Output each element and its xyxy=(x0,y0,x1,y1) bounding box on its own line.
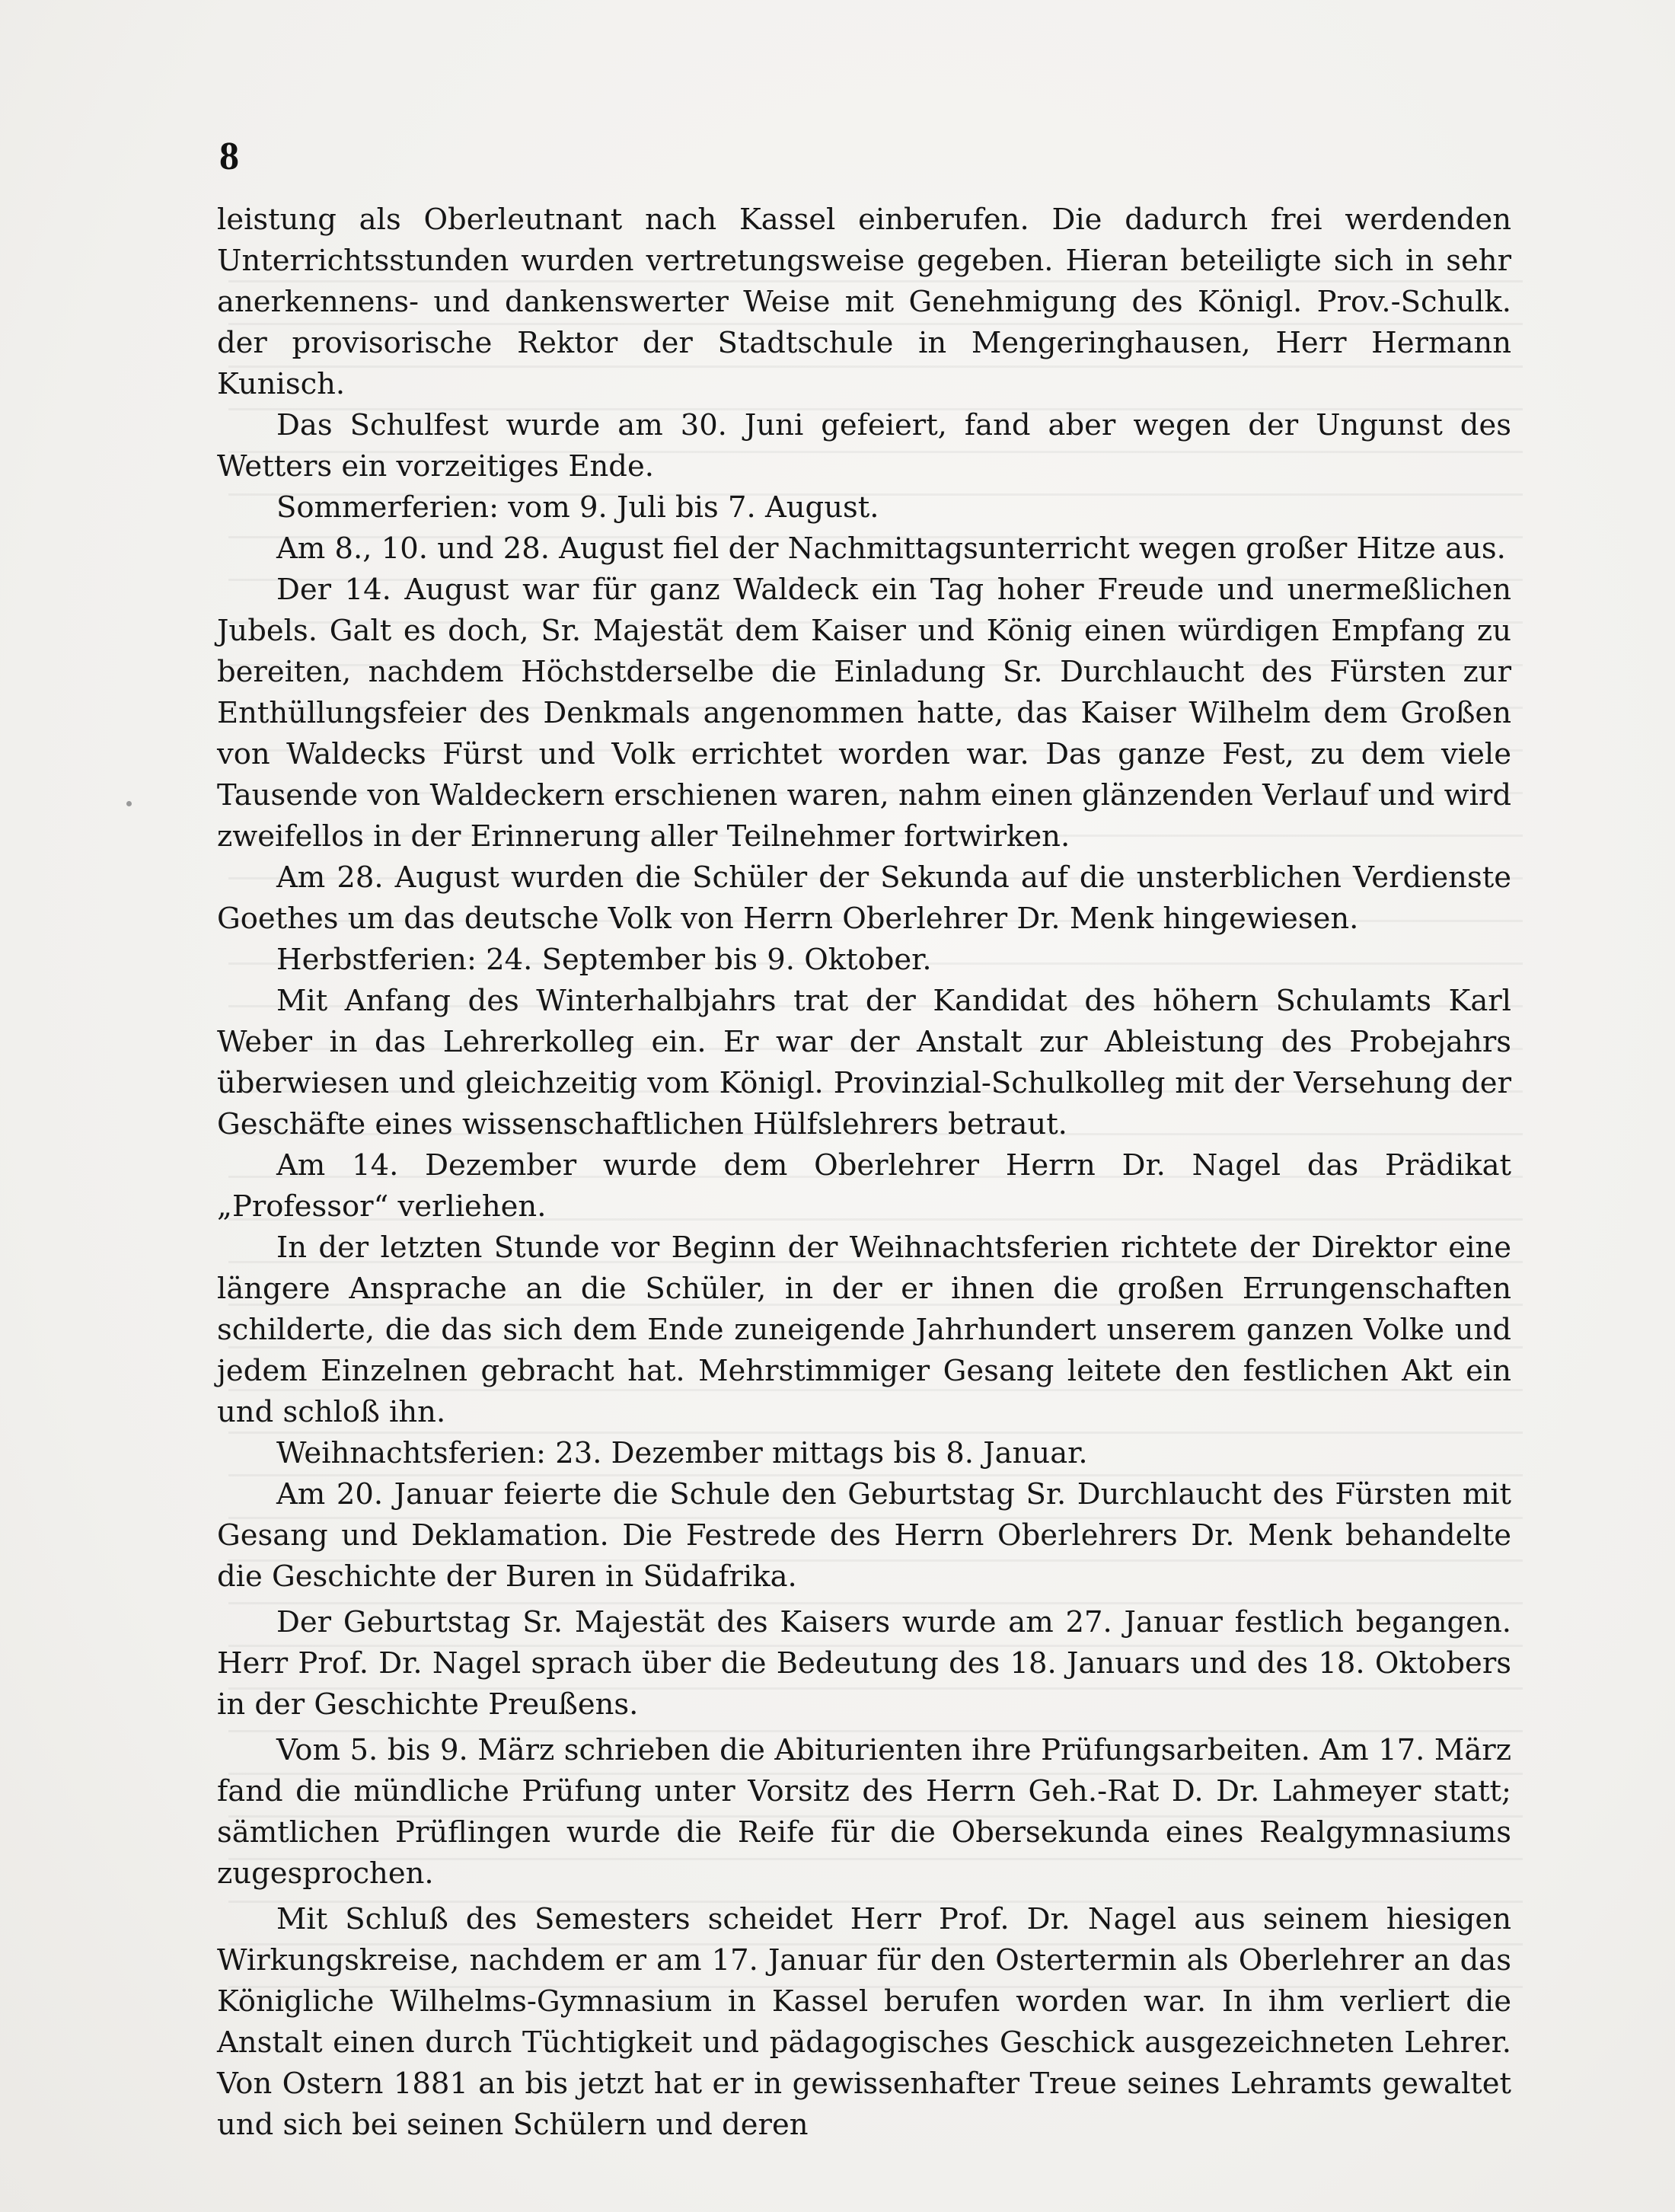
paragraph-9: Am 14. Dezember wurde dem Oberlehrer Herrn Dr. Nagel das Prädikat „Professor“ verliehen. xyxy=(217,1148,1511,1224)
paragraph-13: Der Geburtstag Sr. Majestät des Kaisers wurde am 27. Januar festlich begangen. Herr Prof. Dr. Nagel sprach über die Bedeutung des 18. Januars und des 18. Oktobers in der Geschichte Preußens. xyxy=(217,1605,1511,1722)
paragraph-6: Am 28. August wurden die Schüler der Sekunda auf die unsterblichen Verdienste Goethes um das deutsche Volk von Herrn Oberlehrer Dr. Menk hingewiesen. xyxy=(217,860,1511,936)
paragraph-4: Am 8., 10. und 28. August fiel der Nachmittagsunterricht wegen großer Hitze aus. xyxy=(276,531,1506,566)
paragraph-3: Sommerferien: vom 9. Juli bis 7. August. xyxy=(276,490,879,525)
paragraph-14: Vom 5. bis 9. März schrieben die Abiturienten ihre Prüfungsarbeiten. Am 17. März fand die mündliche Prüfung unter Vorsitz des Herrn Geh.-Rat D. Dr. Lahmeyer statt; sämtlichen Prüflingen wurde die Reife für die Obersekunda eines Realgymnasiums zugesprochen. xyxy=(217,1733,1511,1891)
body-text xyxy=(217,199,1511,2146)
paragraph-8: Mit Anfang des Winterhalbjahrs trat der Kandidat des höhern Schulamts Karl Weber in das Lehrerkolleg ein. Er war der Anstalt zur Ableistung des Probejahrs überwiesen und gleichzeitig vom Königl. Provinzial-Schulkolleg mit der Versehung der Geschäfte eines wissenschaftlichen Hülfslehrers betraut. xyxy=(217,984,1511,1141)
paragraph-7: Herbstferien: 24. September bis 9. Oktober. xyxy=(276,943,932,977)
paragraph-11: Weihnachtsferien: 23. Dezember mittags bis 8. Januar. xyxy=(276,1436,1088,1470)
page-number: 8 xyxy=(219,135,239,178)
paragraph-12: Am 20. Januar feierte die Schule den Geburtstag Sr. Durchlaucht des Fürsten mit Gesang und Deklamation. Die Festrede des Herrn Oberlehrers Dr. Menk behandelte die Geschichte der Buren in Südafrika. xyxy=(217,1477,1511,1594)
paragraph-2: Das Schulfest wurde am 30. Juni gefeiert, fand aber wegen der Ungunst des Wetters ein vorzeitiges Ende. xyxy=(217,408,1511,484)
paragraph-5: Der 14. August war für ganz Waldeck ein Tag hoher Freude und unermeßlichen Jubels. Galt es doch, Sr. Majestät dem Kaiser und König einen würdigen Empfang zu bereiten, nachdem Höchstderselbe die Einladung Sr. Durchlaucht des Fürsten zur Enthüllungsfeier des Denkmals angenommen hatte, das Kaiser Wilhelm dem Großen von Waldecks Fürst und Volk errichtet worden war. Das ganze Fest, zu dem viele Tausende von Waldeckern erschienen waren, nahm einen glänzenden Verlauf und wird zweifellos in der Erinnerung aller Teilnehmer fortwirken. xyxy=(217,573,1511,854)
paragraph-1: leistung als Oberleutnant nach Kassel einberufen. Die dadurch frei werdenden Unterrichtsstunden wurden vertretungsweise gegeben. Hieran beteiligte sich in sehr anerkennens- und dankenswerter Weise mit Genehmigung des Königl. Prov.-Schulk. der provisorische Rektor der Stadtschule in Mengeringhausen, Herr Hermann Kunisch. xyxy=(217,203,1511,401)
paper-speck xyxy=(126,801,132,806)
paragraph-10: In der letzten Stunde vor Beginn der Weihnachtsferien richtete der Direktor eine längere Ansprache an die Schüler, in der er ihnen die großen Errungenschaften schilderte, die das sich dem Ende zuneigende Jahrhundert unserem ganzen Volke und jedem Einzelnen gebracht hat. Mehrstimmiger Gesang leitete den festlichen Akt ein und schloß ihn. xyxy=(217,1230,1511,1429)
paragraph-15: Mit Schluß des Semesters scheidet Herr Prof. Dr. Nagel aus seinem hiesigen Wirkungskreise, nachdem er am 17. Januar für den Ostertermin als Oberlehrer an das Königliche Wilhelms-Gymnasium in Kassel berufen worden war. In ihm verliert die Anstalt einen durch Tüchtigkeit und pädagogisches Geschick ausgezeichneten Lehrer. Von Ostern 1881 an bis jetzt hat er in gewissenhafter Treue seines Lehramts gewaltet und sich bei seinen Schülern und deren xyxy=(217,1902,1511,2142)
